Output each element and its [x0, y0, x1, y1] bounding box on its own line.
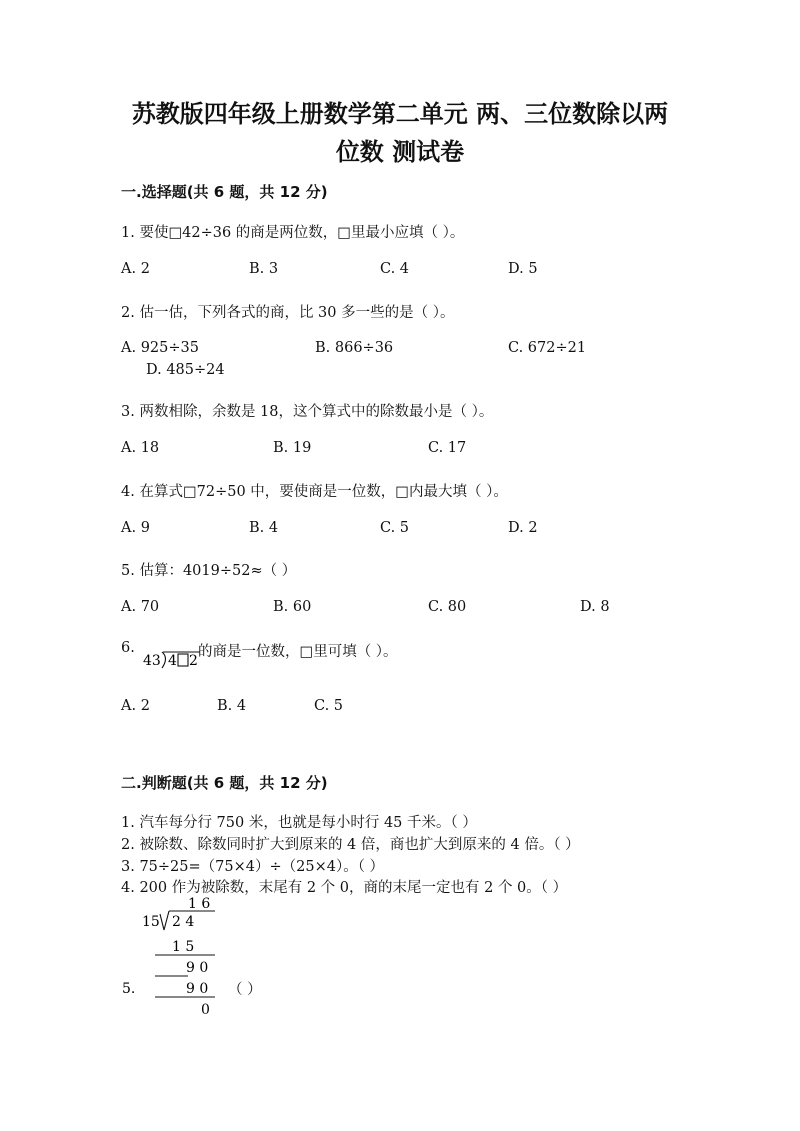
dividend-left-digit: 4	[168, 653, 177, 669]
question-6-number: 6.	[121, 640, 135, 656]
option-a[interactable]: A. 9	[121, 520, 150, 536]
option-a[interactable]: A. 2	[121, 261, 150, 277]
blank-box	[178, 654, 188, 666]
option-b[interactable]: B. 3	[249, 261, 279, 277]
divisor: 43	[143, 653, 161, 669]
subtract-step-2: 9 0	[186, 960, 209, 976]
question-3: 3. 两数相除，余数是 18，这个算式中的除数最小是（ ）。	[121, 404, 494, 420]
question-4: 4. 在算式□72÷50 中，要使商是一位数，□内最大填（ ）。	[121, 484, 508, 500]
long-division-worked-example	[120, 892, 230, 1020]
judgement-item-5-blank: （ ）	[228, 982, 262, 998]
page-title: 苏教版四年级上册数学第二单元 两、三位数除以两	[131, 100, 669, 128]
long-division-figure	[140, 636, 202, 670]
judgement-item-1: 1. 汽车每分行 750 米，也就是每小时行 45 千米。（ ）	[121, 815, 477, 831]
option-b[interactable]: B. 19	[273, 440, 312, 456]
question-2: 2. 估一估，下列各式的商，比 30 多一些的是（ ）。	[121, 305, 455, 321]
option-c[interactable]: C. 4	[380, 261, 410, 277]
divisor: 15	[142, 914, 160, 930]
option-c[interactable]: C. 5	[380, 520, 410, 536]
option-d[interactable]: D. 485÷24	[146, 362, 225, 378]
option-d[interactable]: D. 8	[580, 599, 610, 615]
option-b[interactable]: B. 4	[249, 520, 279, 536]
option-a[interactable]: A. 70	[121, 599, 160, 615]
judgement-item-2: 2. 被除数、除数同时扩大到原来的 4 倍，商也扩大到原来的 4 倍。（ ）	[121, 837, 580, 853]
section-heading-judgement: 二.判断题(共 6 题，共 12 分)	[121, 774, 328, 792]
option-c[interactable]: C. 17	[428, 440, 467, 456]
option-c[interactable]: C. 5	[314, 698, 344, 714]
division-bracket	[162, 652, 166, 668]
judgement-item-3: 3. 75÷25=（75×4）÷（25×4）。（ ）	[121, 859, 385, 875]
option-b[interactable]: B. 60	[273, 599, 312, 615]
option-c[interactable]: C. 672÷21	[508, 340, 587, 356]
quotient: 1 6	[188, 896, 211, 912]
option-c[interactable]: C. 80	[428, 599, 467, 615]
remainder: 0	[201, 1002, 210, 1018]
page-title-line2: 位数 测试卷	[335, 138, 465, 166]
option-b[interactable]: B. 4	[217, 698, 247, 714]
question-5: 5. 估算：4019÷52≈（ ）	[121, 563, 297, 579]
judgement-item-4: 4. 200 作为被除数，末尾有 2 个 0，商的末尾一定也有 2 个 0。（ ）	[121, 880, 568, 896]
option-a[interactable]: A. 925÷35	[121, 340, 199, 356]
question-1: 1. 要使□42÷36 的商是两位数，□里最小应填（ ）。	[121, 225, 465, 241]
section-heading-choice: 一.选择题(共 6 题，共 12 分)	[121, 183, 328, 201]
option-a[interactable]: A. 2	[121, 698, 150, 714]
dividend: 2 4	[172, 914, 195, 930]
option-d[interactable]: D. 5	[508, 261, 538, 277]
option-b[interactable]: B. 866÷36	[315, 340, 394, 356]
division-radical	[160, 911, 169, 930]
subtract-step-3: 9 0	[186, 981, 209, 997]
option-a[interactable]: A. 18	[121, 440, 160, 456]
subtract-step-1: 1 5	[172, 939, 195, 955]
option-d[interactable]: D. 2	[508, 520, 538, 536]
dividend-right-digit: 2	[189, 653, 198, 669]
question-6: 的商是一位数，□里可填（ ）。	[198, 644, 398, 660]
judgement-item-5-number: 5.	[122, 981, 136, 997]
